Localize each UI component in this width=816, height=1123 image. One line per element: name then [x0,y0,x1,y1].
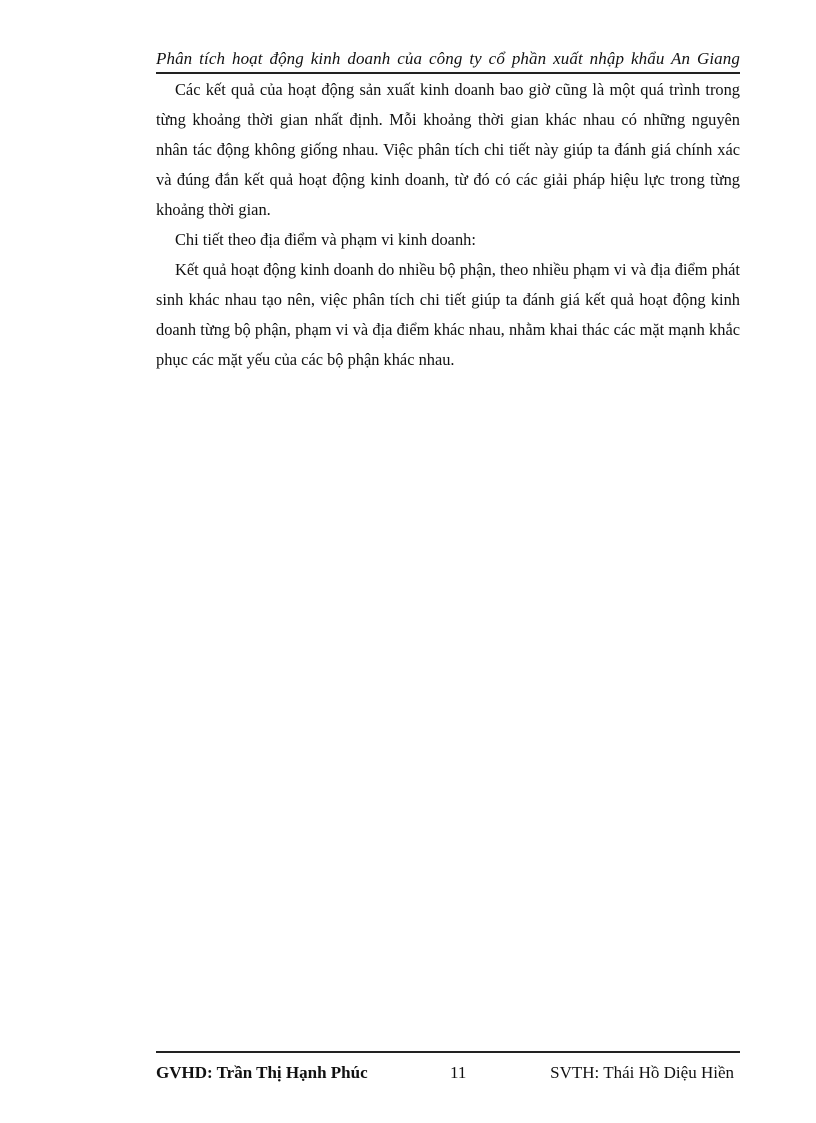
page-number: 11 [450,1063,467,1082]
page-footer [156,1051,740,1082]
header-title: Phân tích hoạt động kinh doanh của công ty cổ phần xuất nhập khẩu An Giang [156,49,740,68]
footer-student: SVTH: Thái Hồ Diệu Hiền [550,1063,734,1082]
footer-advisor: GVHD: Trần Thị Hạnh Phúc [156,1063,368,1082]
paragraph-location-analysis: Kết quả hoạt động kinh doanh do nhiều bộ phận, theo nhiều phạm vi và địa điểm phát sinh khác nhau tạo nên, việc phân tích chi tiết giúp ta đánh giá kết quả hoạt động kinh doanh từng bộ phận, phạm vi và địa điểm khác nhau, nhằm khai thác các mặt mạnh khắc phục các mặt yếu của các bộ phận khác nhau. [156,260,740,369]
page-header [156,46,740,74]
page-content [156,75,740,375]
paragraph-location-heading: Chi tiết theo địa điểm và phạm vi kinh doanh: [175,230,476,249]
paragraph-time-analysis: Các kết quả của hoạt động sản xuất kinh doanh bao giờ cũng là một quá trình trong từng khoảng thời gian nhất định. Mỗi khoảng thời gian khác nhau có những nguyên nhân tác động không giống nhau. Việc phân tích chi tiết này giúp ta đánh giá chính xác và đúng đắn kết quả hoạt động kinh doanh, từ đó có các giải pháp hiệu lực trong từng khoảng thời gian. [156,80,740,219]
